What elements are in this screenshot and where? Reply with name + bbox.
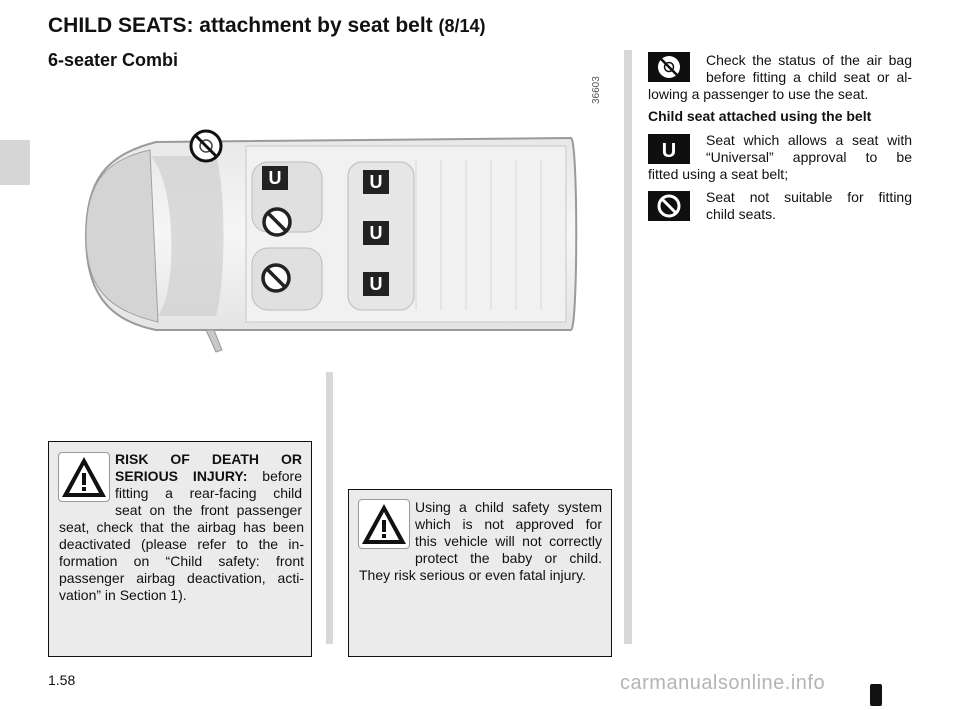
warning-line: which is not approved for xyxy=(415,516,602,532)
figure-id: 36603 xyxy=(591,76,602,104)
universal-note-line: “Universal” approval to be xyxy=(706,149,912,165)
corner-mark xyxy=(870,684,882,706)
airbag-deactivated-icon xyxy=(191,131,221,161)
warning-line: RISK OF DEATH OR xyxy=(115,451,302,467)
airbag-note-line: before fitting a child seat or al- xyxy=(706,69,912,85)
watermark: carmanualsonline.info xyxy=(620,672,826,694)
van-bonnet xyxy=(86,150,158,322)
universal-seat-icon-letter: U xyxy=(661,140,677,162)
warning-line: They risk serious or even fatal injury. xyxy=(359,567,586,583)
seat-mark-u-letter: U xyxy=(369,223,383,243)
title-page-count: (8/14) xyxy=(438,16,486,36)
seat-mark-u-letter: U xyxy=(268,168,282,188)
not-suitable-note-line: child seats. xyxy=(706,206,777,222)
prohibited-icon xyxy=(263,265,289,291)
section-tab xyxy=(0,140,30,185)
seat-mark-u-letter: U xyxy=(369,172,383,192)
warning-box-approval xyxy=(348,489,612,657)
belt-section-heading: Child seat attached using the belt xyxy=(648,108,872,124)
warning-line: deactivated (please refer to the in- xyxy=(59,536,304,552)
universal-note-line: fitted using a seat belt; xyxy=(648,166,789,182)
prohibited-icon xyxy=(648,191,690,221)
warning-line: protect the baby or child. xyxy=(415,550,602,566)
warning-triangle-icon xyxy=(358,499,410,549)
warning-line: formation on “Child safety: front xyxy=(59,553,304,569)
warning-emphasis: SERIOUS INJURY: xyxy=(115,468,248,484)
warning-triangle-icon xyxy=(58,452,110,502)
mirror-icon xyxy=(206,330,222,352)
airbag-note-line: lowing a passenger to use the seat. xyxy=(648,86,869,102)
airbag-note-line: Check the status of the air bag xyxy=(706,52,912,68)
warning-line: fitting a rear-facing child xyxy=(115,485,302,501)
not-suitable-note-line: Seat not suitable for fitting xyxy=(706,189,912,205)
warning-line: seat, check that the airbag has been xyxy=(59,519,304,535)
page-number: 1.58 xyxy=(48,672,76,688)
warning-line: seat on the front passenger xyxy=(115,502,302,518)
warning-line xyxy=(115,468,302,485)
column-divider xyxy=(624,50,632,644)
warning-line: Using a child safety system xyxy=(415,499,602,515)
warning-box-airbag xyxy=(48,441,312,657)
warning-line: this vehicle will not correctly xyxy=(415,533,602,549)
page-title xyxy=(48,14,486,38)
title-text: CHILD SEATS: attachment by seat belt xyxy=(48,14,433,37)
airbag-deactivated-icon xyxy=(648,52,690,82)
column-divider xyxy=(326,372,333,644)
van-seat-diagram xyxy=(66,120,591,360)
warning-line-rest: before xyxy=(247,468,302,484)
page-subtitle: 6-seater Combi xyxy=(48,50,179,70)
universal-note-line: Seat which allows a seat with xyxy=(706,132,912,148)
warning-line: vation” in Section 1). xyxy=(59,587,187,603)
universal-seat-icon xyxy=(648,134,690,164)
prohibited-icon xyxy=(264,209,290,235)
warning-line: passenger airbag deactivation, acti- xyxy=(59,570,304,586)
seat-mark-u-letter: U xyxy=(369,274,383,294)
